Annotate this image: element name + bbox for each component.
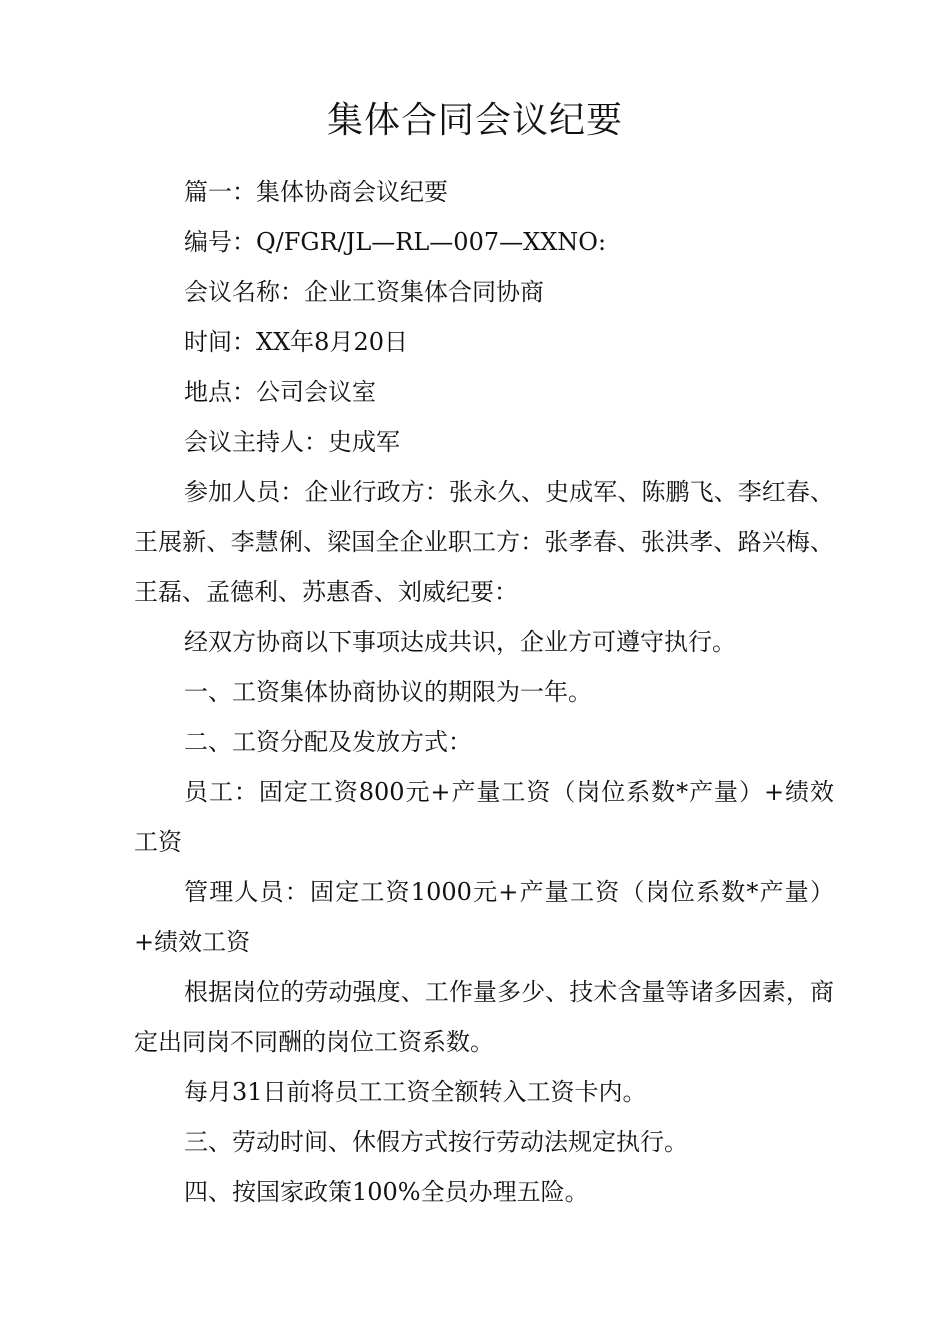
paragraph-time: 时间：XX年8月20日 [184,328,408,356]
paragraph-section-heading: 篇一：集体协商会议纪要 [184,178,448,206]
paragraph-item-4: 四、按国家政策100%全员办理五险。 [184,1178,589,1206]
paragraph-employee-wage: 员工：固定工资800元+产量工资（岗位系数*产量）+绩效工资 [134,778,834,856]
document-title: 集体合同会议纪要 [326,100,623,141]
document-body [134,167,834,1217]
paragraph-item-1: 一、工资集体协商协议的期限为一年。 [184,678,592,706]
paragraph-location: 地点：公司会议室 [184,378,376,406]
paragraph-host: 会议主持人：史成军 [184,428,400,456]
paragraph-item-3: 三、劳动时间、休假方式按行劳动法规定执行。 [184,1128,688,1156]
paragraph-payment-date: 每月31日前将员工工资全额转入工资卡内。 [184,1078,647,1106]
paragraph-consensus: 经双方协商以下事项达成共识，企业方可遵守执行。 [184,628,736,656]
paragraph-number: 编号：Q/FGR/JL—RL—007—XXNO: [184,228,607,256]
paragraph-meeting-name: 会议名称：企业工资集体合同协商 [184,278,544,306]
paragraph-attendees: 参加人员：企业行政方：张永久、史成军、陈鹏飞、李红春、王展新、李慧俐、梁国全企业职工方：张孝春、张洪孝、路兴梅、王磊、孟德利、苏惠香、刘威纪要： [134,478,834,606]
paragraph-wage-coefficient: 根据岗位的劳动强度、工作量多少、技术含量等诸多因素，商定出同岗不同酬的岗位工资系数。 [134,978,834,1056]
paragraph-item-2: 二、工资分配及发放方式： [184,728,472,756]
paragraph-manager-wage: 管理人员：固定工资1000元+产量工资（岗位系数*产量）+绩效工资 [134,878,834,956]
